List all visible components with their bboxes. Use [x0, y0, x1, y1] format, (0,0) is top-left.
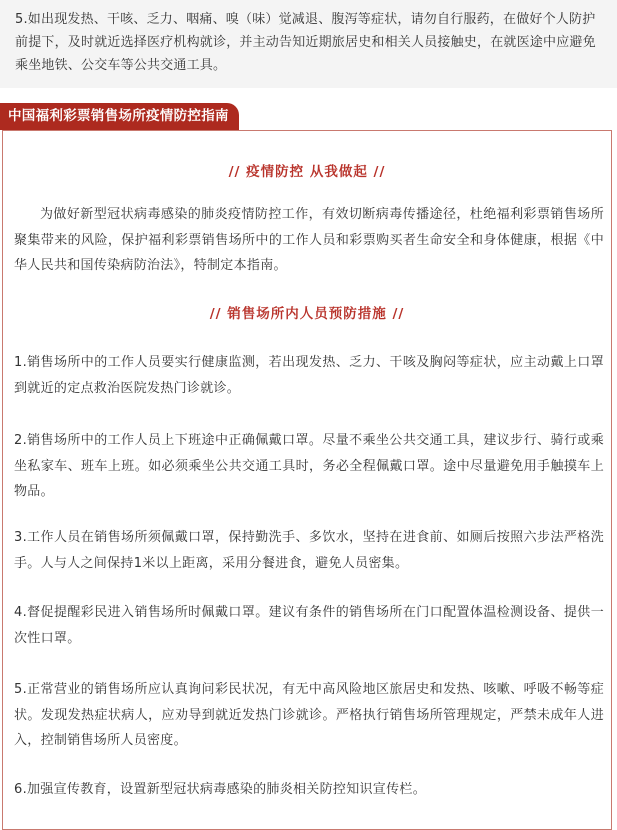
- previous-note-text: 5.如出现发热、干咳、乏力、咽痛、嗅（味）觉减退、腹泻等症状，请勿自行服药，在做好个人防护前提下，及时就近选择医疗机构就诊，并主动告知近期旅居史和相关人员接触史，在就医途中应避免乘坐地铁、公交车等公共交通工具。: [15, 12, 596, 73]
- previous-note-box: [0, 0, 617, 88]
- intro-paragraph: 为做好新型冠状病毒感染的肺炎疫情防控工作，有效切断病毒传播途径，杜绝福利彩票销售场所聚集带来的风险，保护福利彩票销售场所中的工作人员和彩票购买者生命安全和身体健康，根据《中华人民共和国传染病防治法》，特制定本指南。: [14, 207, 604, 273]
- slogan-title: // 疫情防控 从我做起 //: [228, 164, 386, 180]
- section-header: 中国福利彩票销售场所疫情防控指南: [0, 103, 239, 130]
- measure-item-2: 2.销售场所中的工作人员上下班途中正确佩戴口罩。尽量不乘坐公共交通工具，建议步行、骑行或乘坐私家车、班车上班。如必须乘坐公共交通工具时，务必全程佩戴口罩。途中尽量避免用手触摸车上物品。: [14, 433, 604, 499]
- measure-item-1: 1.销售场所中的工作人员要实行健康监测，若出现发热、乏力、干咳及胸闷等症状，应主动戴上口罩到就近的定点救治医院发热门诊就诊。: [14, 355, 604, 396]
- measure-item-5: 5.正常营业的销售场所应认真询问彩民状况，有无中高风险地区旅居史和发热、咳嗽、呼吸不畅等症状。发现发热症状病人，应劝导到就近发热门诊就诊。严格执行销售场所管理规定，严禁未成年人进入，控制销售场所人员密度。: [14, 682, 604, 748]
- measures-title: // 销售场所内人员预防措施 //: [209, 306, 405, 322]
- measure-item-6: 6.加强宣传教育，设置新型冠状病毒感染的肺炎相关防控知识宣传栏。: [14, 782, 427, 797]
- measure-item-4: 4.督促提醒彩民进入销售场所时佩戴口罩。建议有条件的销售场所在门口配置体温检测设备、提供一次性口罩。: [14, 605, 604, 646]
- guide-content-box: [2, 130, 612, 830]
- measure-item-3: 3.工作人员在销售场所须佩戴口罩，保持勤洗手、多饮水，坚持在进食前、如厕后按照六步法严格洗手。人与人之间保持1米以上距离，采用分餐进食，避免人员密集。: [14, 530, 604, 571]
